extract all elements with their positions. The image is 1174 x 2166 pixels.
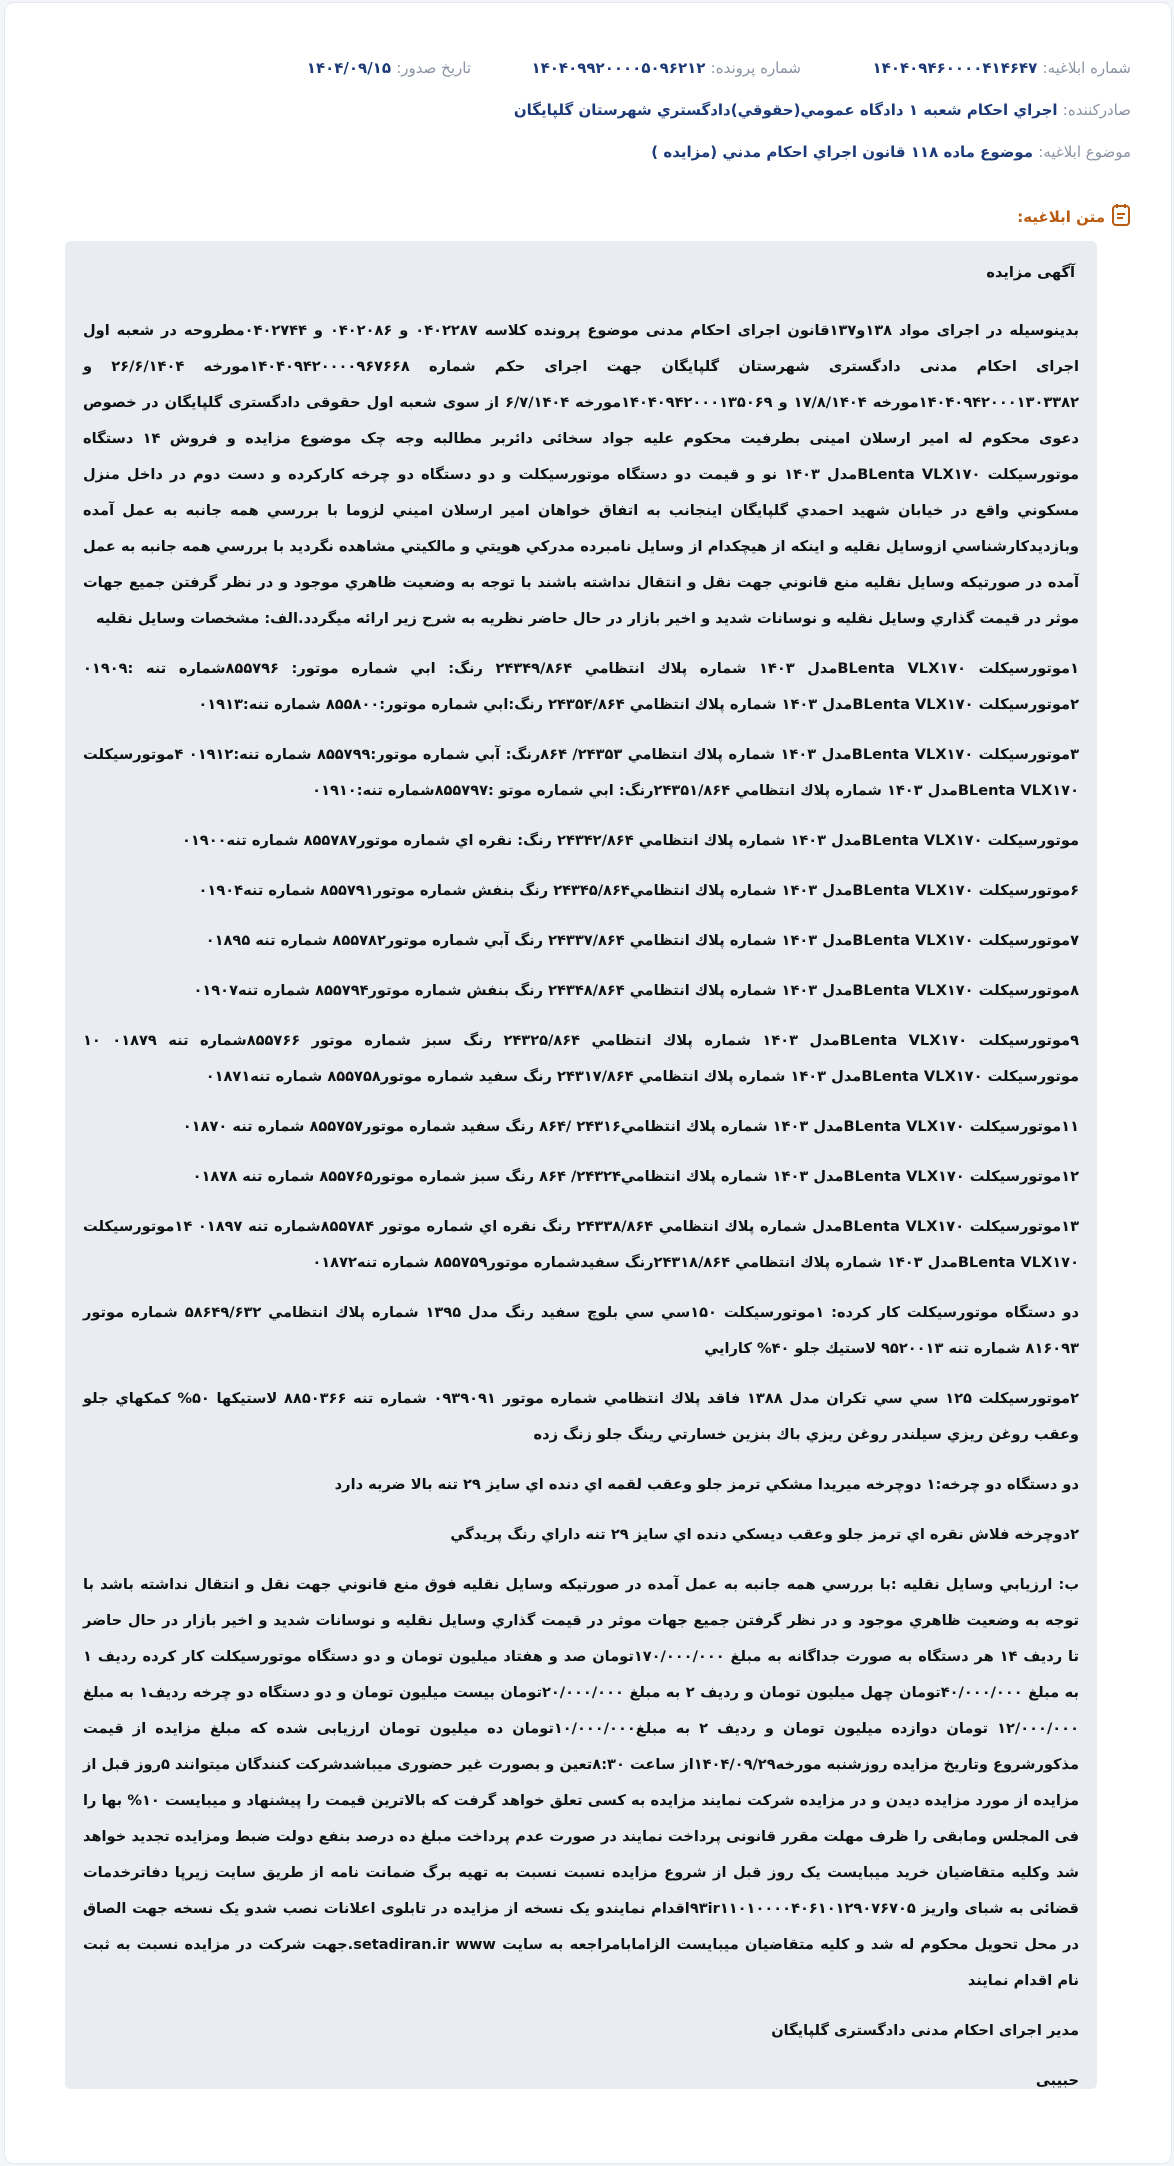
section-title: [1017, 203, 1131, 231]
issue-date-label: تاریخ صدور:: [396, 59, 471, 77]
paragraph: ۲موتورسيكلت ۱۲۵ سي سي تكران مدل ۱۳۸۸ فاقد پلاك انتظامي شماره موتور ۰۹۳۹۰۹۱ شماره تنه ۸۸۵۰۳۶۶ لاستيكها ۵۰% كمكهاي جلو وعقب روغن ريزي سيلندر روغن ريزي باك بنزين خسارتي رينگ جلو زنگ زده: [83, 1390, 1079, 1443]
signature-title: مدیر اجرای احکام مدنی دادگستری گلپایگان: [771, 2022, 1079, 2039]
issue-date-value: ۱۴۰۴/۰۹/۱۵: [306, 59, 391, 77]
case-number-label: شماره پرونده:: [710, 59, 801, 77]
notice-number-label: شماره ابلاغیه:: [1042, 59, 1131, 77]
paragraph: ۱۲موتورسيكلت BLenta VLX۱۷۰مدل ۱۴۰۳ شماره پلاك انتظامي۲۴۳۲۴/ ۸۶۴ رنگ سبز شماره موتور۸۵۵۷۶۵ شماره تنه ۰۱۸۷۸: [192, 1168, 1079, 1185]
subject: [651, 143, 1131, 161]
paragraph: ب: ارزيابي وسايل نقليه :با بررسي همه جانبه به عمل آمده در صورتيكه وسايل نقليه فوق منع قانوني جهت نقل و انتقال نداشته باشد با توجه به وضعيت ظاهري موجود و در نظر گرفتن جميع جهات موثر در قيمت گذاري وسايل نقليه و نوسانات شديد و اخير بازار در حال حاضر تا رديف ۱۴ هر دستگاه به صورت جداگانه به مبلغ ۱۷۰/۰۰۰/۰۰۰تومان صد و هفتاد ميليون تومان و دو دستگاه موتورسيكلت كار كرده رديف ۱ به مبلغ ۴۰/۰۰۰/۰۰۰تومان چهل ميليون تومان و رديف ۲ به مبلغ ۲۰/۰۰۰/۰۰۰تومان بيست ميليون تومان و دو دستگاه دو چرخه رديف۱ به مبلغ ۱۲/۰۰۰/۰۰۰ تومان دوازده ميليون تومان و رديف ۲ به مبلغ۱۰/۰۰۰/۰۰۰تومان ده ميليون تومان ارزيابی شده که مبلغ مزايده از قيمت مذکورشروع وتاریخ مزایده روزشنبه مورخه۱۴۰۴/۰۹/۲۹از ساعت ۸:۳۰تعین و بصورت غیر حضوری میباشدشرکت کنندگان میتوانند ۵روز قبل از مزایده از مورد مزایده دیدن و در مزایده شرکت نمایند مزایده به کسی تعلق خواهد گرفت که بالاترین قیمت را پیشنهاد و میبایست ۱۰% بها را فی المجلس ومابقی را ظرف مهلت مقرر قانونی پرداخت نمایند در صورت عدم پرداخت مبلغ ده درصد بنفع دولت ضبط ومزایده تجدید خواهد شد وکلیه متقاضیان خرید میبایست یک روز قبل از شروع مزایده نسبت نسبت به تهیه برگ ضمانت نامه از طریق سایت زیرپا دفاترخدمات قضائی به شبای واریز ۹۳ir۱۱۰۱۰۰۰۰۴۰۶۱۰۱۲۹۰۷۶۷۰۵اقدام نمایندو یک نسخه از مزایده در تابلوی اعلانات نصب شدو یک نسخه جهت الصاق در محل تحویل محکوم له شد و کلیه متقاضیان میبایست الزامابامراجعه به سایت setadiran.ir www.جهت شرکت در مزایده نسبت به ثبت نام اقدام نمایند: [83, 1576, 1080, 1989]
notice-number: [801, 59, 1131, 77]
paragraph: ۳موتورسيكلت BLenta VLX۱۷۰مدل ۱۴۰۳ شماره پلاك انتظامي ۲۴۳۵۳/ ۸۶۴رنگ: آبي شماره موتور:۸۵۵۷۹۹ شماره تنه:۰۱۹۱۲ ۴موتورسيكلت BLenta VLX۱۷۰مدل ۱۴۰۳ شماره پلاك انتظامي ۲۴۳۵۱/۸۶۴رنگ: ابي شماره موتو :۸۵۵۷۹۷شماره تنه:۰۱۹۱۰: [83, 746, 1080, 799]
subject-label: موضوع ابلاغیه:: [1038, 143, 1131, 161]
notice-card: [4, 2, 1172, 2164]
subject-value: موضوع ماده ۱۱۸ قانون اجراي احكام مدني (مزايده ): [651, 143, 1034, 161]
paragraph: ۹موتورسيكلت BLenta VLX۱۷۰مدل ۱۴۰۳ شماره پلاك انتظامي ۲۴۳۲۵/۸۶۴ رنگ سبز شماره موتور ۸۵۵۷۶۶شماره تنه ۰۱۸۷۹ ۱۰ موتورسيكلت BLenta VLX۱۷۰مدل ۱۴۰۳ شماره پلاك انتظامي ۲۴۳۱۷/۸۶۴ رنگ سفيد شماره موتور۸۵۵۷۵۸ شماره تنه۰۱۸۷۱: [83, 1032, 1079, 1085]
paragraph: دو دستگاه موتورسيكلت كار كرده: ۱موتورسيكلت ۱۵۰سي سي بلوچ سفيد رنگ مدل ۱۳۹۵ شماره پلاك انتظامي ۵۸۶۴۹/۶۳۲ شماره موتور ۸۱۶۰۹۳ شماره تنه ۹۵۲۰۰۱۳ لاستيك جلو ۴۰% كارايي: [83, 1304, 1080, 1357]
paragraph: موتورسيكلت BLenta VLX۱۷۰مدل ۱۴۰۳ شماره پلاك انتظامي ۲۴۳۴۲/۸۶۴ رنگ: نقره اي شماره موتور۸۵۵۷۸۷ شماره تنه۰۱۹۰۰: [181, 832, 1079, 849]
paragraph: ۶موتورسيكلت BLenta VLX۱۷۰مدل ۱۴۰۳ شماره پلاك انتظامي۲۴۳۴۵/۸۶۴ رنگ بنفش شماره موتور۸۵۵۷۹۱ شماره تنه۰۱۹۰۴: [198, 882, 1079, 899]
notepad-icon: [1111, 203, 1131, 231]
signature-name: حبیبی: [1035, 2072, 1079, 2089]
paragraph: ۱۳موتورسيكلت BLenta VLX۱۷۰مدل شماره پلاك انتظامي ۲۴۳۳۸/۸۶۴ رنگ نقره اي شماره موتور ۸۵۵۷۸۴شماره تنه ۰۱۸۹۷ ۱۴موتورسيكلت BLenta VLX۱۷۰مدل ۱۴۰۳ شماره پلاك انتظامي ۲۴۳۱۸/۸۶۴رنگ سفيدشماره موتور۸۵۵۷۵۹ شماره تنه۰۱۸۷۲: [83, 1218, 1079, 1271]
issuer: [514, 101, 1131, 119]
paragraph: دو دستگاه دو چرخه:۱ دوچرخه ميريدا مشكي ترمز جلو وعقب لقمه اي دنده اي سايز ۲۹ تنه بالا ضربه دارد: [334, 1476, 1079, 1493]
notice-body: [65, 241, 1097, 2089]
case-number: [471, 59, 801, 77]
paragraph: ۸موتورسيكلت BLenta VLX۱۷۰مدل ۱۴۰۳ شماره پلاك انتظامي ۲۴۳۴۸/۸۶۴ رنگ بنفش شماره موتور۸۵۵۷۹۴ شماره تنه۰۱۹۰۷: [193, 982, 1079, 999]
section-title-text: متن ابلاغیه:: [1017, 208, 1105, 226]
paragraph: ۷موتورسيكلت BLenta VLX۱۷۰مدل ۱۴۰۳ شماره پلاك انتظامي ۲۴۳۳۷/۸۶۴ رنگ آبي شماره موتور۸۵۵۷۸۲ شماره تنه ۰۱۸۹۵: [205, 932, 1079, 949]
paragraph: ۱۱موتورسيكلت BLenta VLX۱۷۰مدل ۱۴۰۳ شماره پلاك انتظامي۲۴۳۱۶ /۸۶۴ رنگ سفيد شماره موتور۸۵۵۷۵۷ شماره تنه ۰۱۸۷۰: [182, 1118, 1079, 1135]
notice-number-value: ۱۴۰۴۰۹۴۶۰۰۰۰۴۱۴۶۴۷: [872, 59, 1038, 77]
paragraph: بدینوسیله در اجرای مواد ۱۳۸و۱۳۷قانون اجرای احکام مدنی موضوع پرونده کلاسه ۰۴۰۲۲۸۷ و ۰۴۰۲۰۸۶ و ۰۴۰۲۷۴۴مطروحه در شعبه اول اجرای احکام مدنی دادگستری شهرستان گلپایگان جهت اجرای حکم شماره ۱۴۰۴۰۹۴۲۰۰۰۰۹۶۷۶۶۸مورخه ۲۶/۶/۱۴۰۴ و ۱۴۰۴۰۹۴۲۰۰۰۱۳۰۳۳۸۲مورخه ۱۷/۸/۱۴۰۴ و ۱۴۰۴۰۹۴۲۰۰۰۱۳۵۰۶۹مورخه ۶/۷/۱۴۰۴ از سوی شعبه اول حقوقی دادگستری گلپایگان در خصوص دعوی محکوم له امیر ارسلان امینی بطرفیت محکوم علیه جواد سخائی دائربر مطالبه وجه چک موضوع مزایده و فروش ۱۴ دستگاه موتورسیکلت BLenta VLX۱۷۰مدل ۱۴۰۳ نو و قیمت دو دستگاه موتورسیکلت و دو دستگاه دو چرخه کارکرده و دست دوم در داخل منزل مسکوني واقع در خیابان شهید احمدي گلپایگان اینجانب به اتفاق خواهان امیر ارسلان اميني لزوما با بررسي همه جانبه به عمل آمده وبازديدكارشناسي ازوسايل نقليه و اينكه از هيچكدام از وسايل نامبرده مدركي هويتي و مالكيتي مشاهده نگرديد با بررسي همه جانبه به عمل آمده در صورتيكه وسايل نقليه منع قانوني جهت نقل و انتقال نداشته باشند با توجه به وضعيت ظاهري موجود و در نظر گرفتن جميع جهات موثر در قيمت گذاري وسايل نقليه و نوسانات شديد و اخير بازار در حال حاضر نظريه به شرح زير ارائه ميگردد.الف: مشخصات وسايل نقليه: [83, 322, 1080, 627]
issuer-label: صادرکننده:: [1062, 101, 1131, 119]
paragraph: ۱موتورسيكلت BLenta VLX۱۷۰مدل ۱۴۰۳ شماره پلاك انتظامي ۲۴۳۴۹/۸۶۴ رنگ: ابي شماره موتور: ۸۵۵۷۹۶شماره تنه :۰۱۹۰۹ ۲موتورسيكلت BLenta VLX۱۷۰مدل ۱۴۰۳ شماره پلاك انتظامي ۲۴۳۵۴/۸۶۴ رنگ:ابي شماره موتور:۸۵۵۸۰۰ شماره تنه:۰۱۹۱۳: [83, 660, 1080, 713]
paragraph: ۲دوچرخه فلاش نقره اي ترمز جلو وعقب ديسكي دنده اي سايز ۲۹ تنه داراي رنگ پريدگي: [450, 1526, 1079, 1543]
issuer-value: اجراي احكام شعبه ۱ دادگاه عمومي(حقوقي)دادگستري شهرستان گلپايگان: [513, 101, 1058, 119]
issue-date: [307, 59, 471, 77]
notice-heading: آگهی مزایده: [986, 264, 1075, 281]
meta-row: [307, 59, 1131, 77]
case-number-value: ۱۴۰۴۰۹۹۲۰۰۰۰۵۰۹۶۲۱۲: [531, 59, 706, 77]
